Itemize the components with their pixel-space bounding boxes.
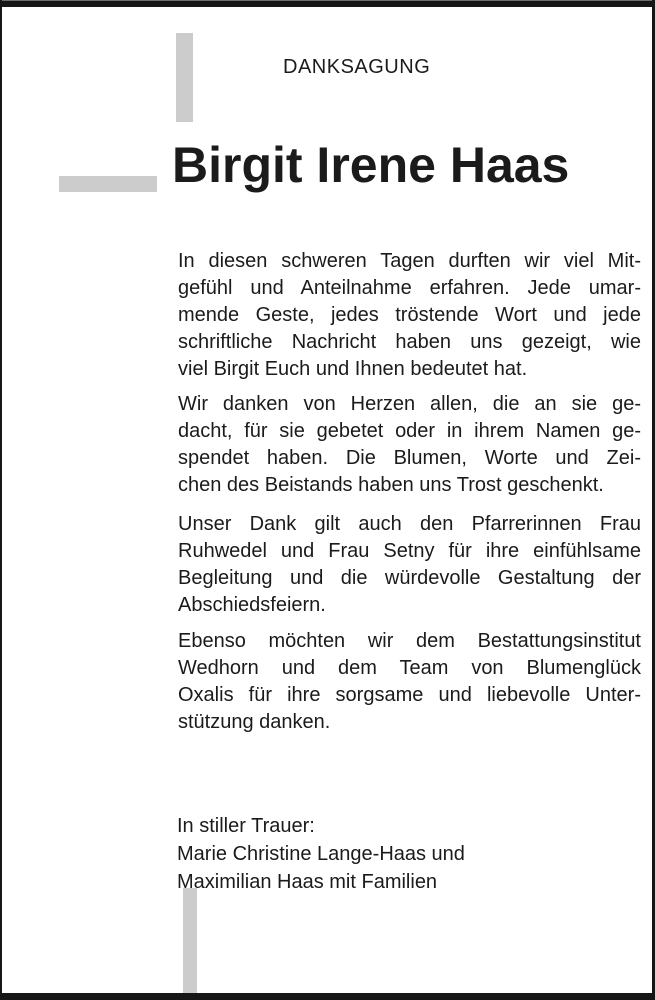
paragraph-line: viel Birgit Euch und Ihnen bedeutet hat. xyxy=(178,358,528,380)
paragraph-thanks-undertaker xyxy=(178,628,641,736)
mourners-signature-block xyxy=(177,812,465,896)
paragraph-line: spendet haben. Die Blumen, Worte und Zei- xyxy=(178,447,641,469)
paragraph-condolences xyxy=(178,248,641,383)
decor-bar-top-vertical xyxy=(176,33,193,122)
closing-line-in-stiller-trauer: In stiller Trauer: xyxy=(177,815,315,837)
paragraph-line: chen des Beistands haben uns Trost geschenkt. xyxy=(178,474,604,496)
paragraph-line: In diesen schweren Tagen durften wir viel Mit- xyxy=(178,250,641,272)
scan-border-bottom xyxy=(0,993,655,1000)
paragraph-line: Wedhorn und dem Team von Blumenglück xyxy=(178,657,641,679)
paragraph-line: Unser Dank gilt auch den Pfarrerinnen Frau xyxy=(178,513,641,535)
paragraph-line: Ruhwedel und Frau Setny für ihre einfühlsame xyxy=(178,540,641,562)
paragraph-line: Wir danken von Herzen allen, die an sie ge- xyxy=(178,393,641,415)
paragraph-line: gefühl und Anteilnahme erfahren. Jede umar- xyxy=(178,277,641,299)
scan-border-top xyxy=(0,0,655,7)
decor-bar-left-horizontal xyxy=(59,176,157,192)
deceased-name-title: Birgit Irene Haas xyxy=(172,137,570,193)
paragraph-line: Ebenso möchten wir dem Bestattungsinstitut xyxy=(178,630,641,652)
closing-line-mourner-2: Maximilian Haas mit Familien xyxy=(177,871,438,893)
paragraph-line: Begleitung und die würdevolle Gestaltung der xyxy=(178,567,641,589)
paragraph-line: stützung danken. xyxy=(178,711,331,733)
closing-line-mourner-1: Marie Christine Lange-Haas und xyxy=(177,843,465,865)
paragraph-thanks-all xyxy=(178,391,641,499)
scan-border-left xyxy=(0,0,2,1000)
paragraph-line: Oxalis für ihre sorgsame und liebevolle Unter- xyxy=(178,684,641,706)
paragraph-line: dacht, für sie gebetet oder in ihrem Namen ge- xyxy=(178,420,641,442)
paragraph-line: Abschiedsfeiern. xyxy=(178,594,326,616)
notice-type-heading: DANKSAGUNG xyxy=(283,56,431,78)
paragraph-line: mende Geste, jedes tröstende Wort und jede xyxy=(178,304,641,326)
paragraph-line: schriftliche Nachricht haben uns gezeigt, wie xyxy=(178,331,641,353)
decor-bar-bottom-vertical xyxy=(183,888,197,993)
paragraph-thanks-pastors xyxy=(178,511,641,619)
